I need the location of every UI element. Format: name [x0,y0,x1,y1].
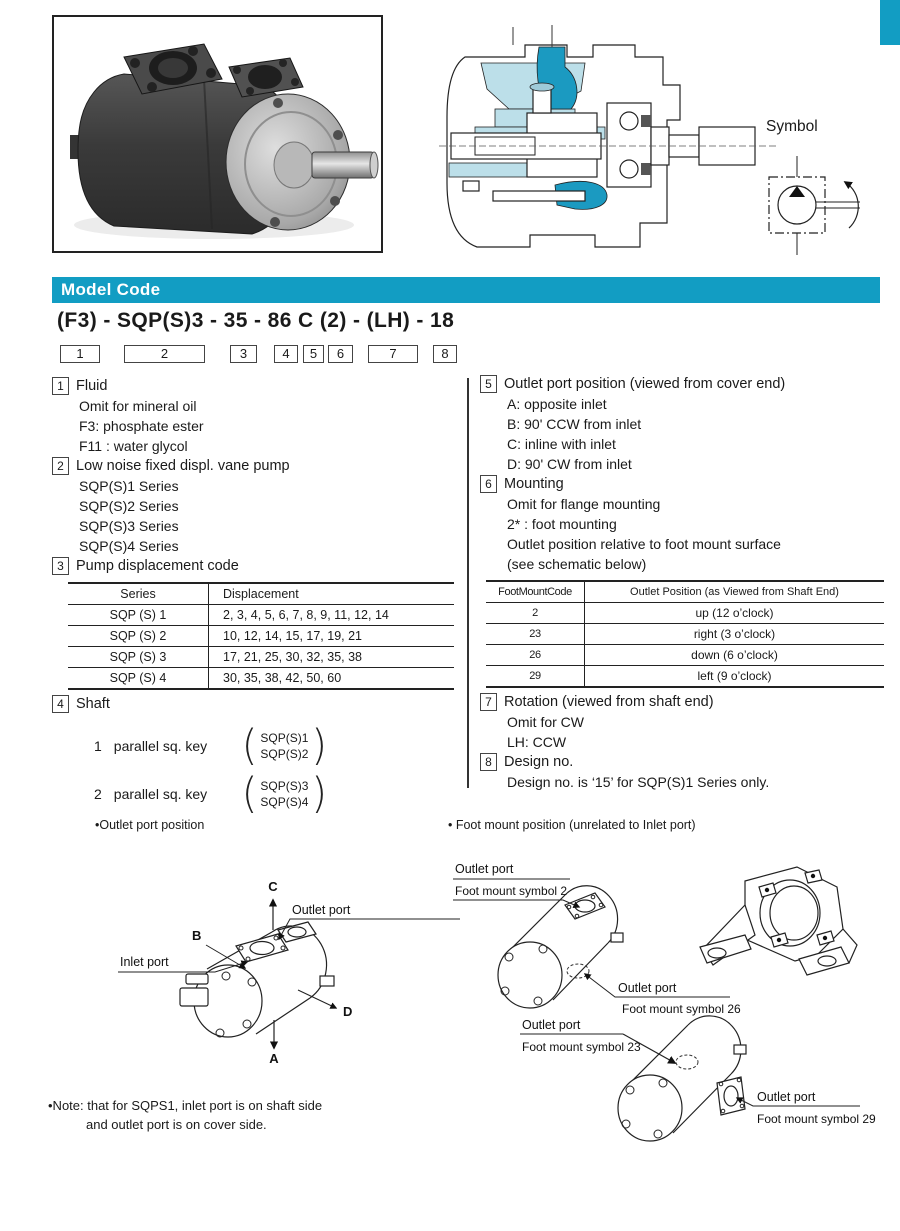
code-position-box-8: 8 [433,345,457,363]
shaft-series-group [257,778,311,810]
foot-mount-caption: • Foot mount position (unrelated to Inlet port) [448,818,696,832]
shaft-code: 2 [94,786,102,802]
port-letter-c: C [268,879,278,894]
table-row [68,647,454,668]
fluid-option: F3: phosphate ester [79,418,204,434]
code-position-box-7: 7 [368,345,418,363]
series-cell: SQP (S) 2 [68,626,209,647]
section-5-title: Outlet port position (viewed from cover end) [504,376,786,392]
foot-mount-table [486,580,884,688]
section-4-shaft [52,694,467,714]
series-option: SQP(S)4 Series [79,538,179,554]
displacement-table [68,582,454,690]
callout-port-29: Outlet port [757,1090,816,1104]
column-header: FootMountCode [486,581,585,603]
shaft-series: SQP(S)2 [260,747,309,761]
shaft-series: SQP(S)3 [260,779,309,793]
section-3-number: 3 [52,557,69,575]
callout-symbol-29: Foot mount symbol 29 [757,1112,876,1126]
mounting-option: (see schematic below) [507,556,647,572]
section-2-pump-type [52,456,467,476]
mounting-option: Outlet position relative to foot mount surface [507,536,781,552]
column-header: Series [68,583,209,605]
outlet-port-position-drawing [40,838,460,1078]
pump-foot-23-29 [618,1016,746,1141]
callout-port-26: Outlet port [618,981,677,995]
series-option: SQP(S)1 Series [79,478,179,494]
code-position-box-6: 6 [328,345,353,363]
section-1-fluid [52,376,467,396]
shaft-label: parallel sq. key [113,738,208,754]
table-row [68,626,454,647]
section-5-number: 5 [480,375,497,393]
section-4-title: Shaft [76,696,110,712]
table-row [486,666,884,688]
section-3-title: Pump displacement code [76,558,239,574]
position-cell: right (3 o’clock) [585,624,885,645]
code-position-box-1: 1 [60,345,100,363]
hydraulic-symbol-drawing [752,138,900,260]
rotation-option: Omit for CW [507,714,584,730]
port-letter-a: A [269,1051,279,1066]
section-2-number: 2 [52,457,69,475]
series-cell: SQP (S) 3 [68,647,209,668]
shaft-option-2 [94,769,467,819]
symbol-label: Symbol [766,118,818,135]
position-cell: down (6 o’clock) [585,645,885,666]
shaft-label: parallel sq. key [113,786,208,802]
column-header: Outlet Position (as Viewed from Shaft End) [585,581,885,603]
outlet-option: A: opposite inlet [507,396,607,412]
brace-close: ) [311,721,328,771]
outlet-position-caption: •Outlet port position [95,818,205,832]
section-5-outlet-port-position [480,374,890,394]
table-row [68,605,454,626]
callout-port-23: Outlet port [522,1018,581,1032]
cross-section-drawing [435,25,785,263]
column-header: Displacement [209,583,455,605]
section-6-mounting [480,474,890,494]
outlet-option: C: inline with inlet [507,436,616,452]
model-code-string: (F3) - SQP(S)3 - 35 - 86 C (2) - (LH) - 18 [57,309,455,332]
brace-close: ) [311,769,328,819]
left-column [52,376,467,819]
section-2-title: Low noise fixed displ. vane pump [76,458,290,474]
right-column [480,374,890,792]
section-3-displacement [52,556,467,576]
brace-open: ( [241,769,258,819]
callout-symbol-2: Foot mount symbol 2 [455,884,568,898]
brace-open: ( [241,721,258,771]
code-cell: 29 [486,666,585,688]
code-cell: 2 [486,603,585,624]
pump-foot-2-26 [498,886,623,1008]
model-code-section-header: Model Code [52,277,880,303]
port-letter-d: D [343,1004,353,1019]
column-divider [467,378,469,788]
table-row [68,668,454,690]
shaft-code: 1 [94,738,102,754]
fluid-option: Omit for mineral oil [79,398,197,414]
footnote [48,1096,322,1134]
position-cell: left (9 o’clock) [585,666,885,688]
displacement-cell: 17, 21, 25, 30, 32, 35, 38 [209,647,455,668]
footnote-line-1: •Note: that for SQPS1, inlet port is on shaft side [48,1098,323,1113]
table-row [486,624,884,645]
mounting-option: Omit for flange mounting [507,496,661,512]
shaft-series-group [257,730,311,762]
series-option: SQP(S)3 Series [79,518,179,534]
port-letter-b: B [192,928,202,943]
foot-mount-position-drawing [445,843,900,1173]
section-7-title: Rotation (viewed from shaft end) [504,694,714,710]
table-header-row [486,581,884,603]
section-4-number: 4 [52,695,69,713]
section-1-title: Fluid [76,378,108,394]
code-position-box-4: 4 [274,345,298,363]
inlet-port-label: Inlet port [120,955,169,969]
outlet-option: B: 90' CCW from inlet [507,416,642,432]
table-row [486,603,884,624]
table-header-row [68,583,454,605]
series-option: SQP(S)2 Series [79,498,179,514]
footnote-line-2: and outlet port is on cover side. [86,1117,267,1132]
table-row [486,645,884,666]
section-8-number: 8 [480,753,497,771]
displacement-cell: 10, 12, 14, 15, 17, 19, 21 [209,626,455,647]
callout-port-2: Outlet port [455,862,514,876]
pump-photo-frame [52,15,383,253]
section-6-title: Mounting [504,476,564,492]
shaft-series: SQP(S)1 [260,731,309,745]
foot-bracket-drawing [700,867,857,975]
section-8-design-no [480,752,890,772]
section-7-rotation [480,692,890,712]
section-1-number: 1 [52,377,69,395]
section-7-number: 7 [480,693,497,711]
code-position-box-3: 3 [230,345,257,363]
code-cell: 26 [486,645,585,666]
outlet-port-label: Outlet port [292,903,351,917]
fluid-option: F11 : water glycol [79,438,188,454]
section-6-number: 6 [480,475,497,493]
shaft-option-1 [94,721,467,771]
code-cell: 23 [486,624,585,645]
callout-symbol-23: Foot mount symbol 23 [522,1040,641,1054]
page-corner-tab [880,0,900,45]
shaft-series: SQP(S)4 [260,795,309,809]
code-position-box-5: 5 [303,345,324,363]
position-cell: up (12 o’clock) [585,603,885,624]
mounting-option: 2* : foot mounting [507,516,617,532]
design-note: Design no. is ‘15’ for SQP(S)1 Series only. [507,774,770,790]
rotation-option: LH: CCW [507,734,567,750]
pump-photo [54,17,381,251]
code-position-box-2: 2 [124,345,205,363]
series-cell: SQP (S) 1 [68,605,209,626]
displacement-cell: 2, 3, 4, 5, 6, 7, 8, 9, 11, 12, 14 [209,605,455,626]
outlet-option: D: 90' CW from inlet [507,456,632,472]
series-cell: SQP (S) 4 [68,668,209,690]
section-8-title: Design no. [504,754,574,770]
displacement-cell: 30, 35, 38, 42, 50, 60 [209,668,455,690]
callout-symbol-26: Foot mount symbol 26 [622,1002,741,1016]
